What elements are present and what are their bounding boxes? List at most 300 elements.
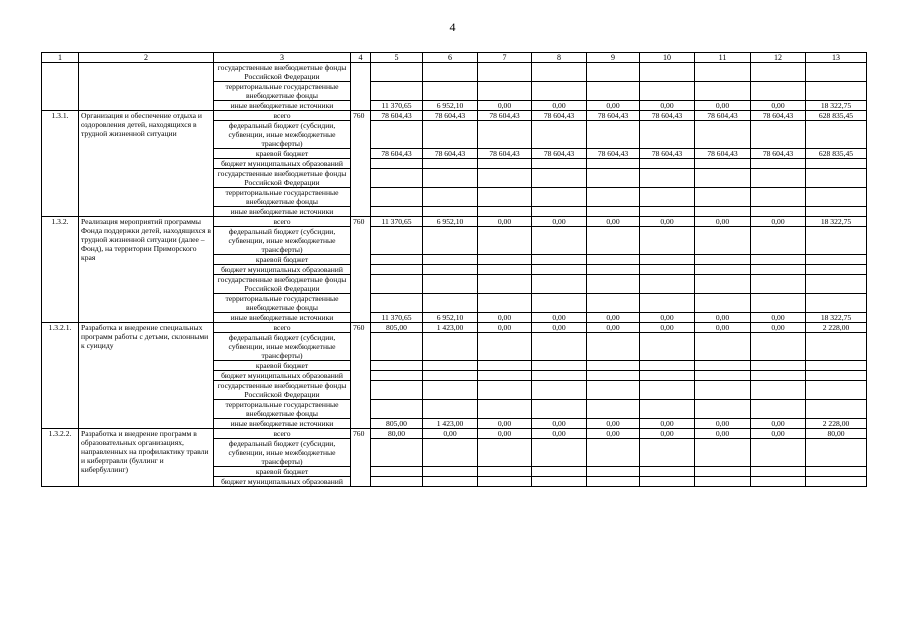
value-cell — [532, 227, 587, 255]
column-number-6: 6 — [423, 53, 478, 63]
item-code: 760 — [351, 217, 371, 323]
value-cell — [532, 121, 587, 149]
value-cell: 78 604,43 — [532, 149, 587, 159]
value-cell: 0,00 — [695, 323, 751, 333]
value-cell — [640, 169, 695, 188]
item-name: Реализация мероприятий программы Фонда поддержки детей, находящихся в трудной жизненной ситуации (далее – Фонд), на территории Приморского края — [79, 217, 214, 323]
value-cell: 78 604,43 — [532, 111, 587, 121]
item-index: 1.3.2.2. — [42, 429, 79, 487]
column-number-row — [42, 53, 867, 63]
item-code: 760 — [351, 429, 371, 487]
value-cell — [423, 82, 478, 101]
value-cell — [478, 275, 532, 294]
value-cell — [371, 467, 423, 477]
funding-source-cell: иные внебюджетные источники — [214, 313, 351, 323]
value-cell — [423, 381, 478, 400]
value-cell — [806, 159, 867, 169]
value-cell — [371, 371, 423, 381]
value-cell — [751, 294, 806, 313]
value-cell — [640, 467, 695, 477]
value-cell — [806, 275, 867, 294]
column-number-11: 11 — [695, 53, 751, 63]
value-cell — [695, 333, 751, 361]
value-cell: 628 835,45 — [806, 149, 867, 159]
value-cell — [371, 227, 423, 255]
value-cell — [423, 169, 478, 188]
value-cell — [640, 400, 695, 419]
value-cell — [751, 255, 806, 265]
column-number-12: 12 — [751, 53, 806, 63]
value-cell: 0,00 — [532, 323, 587, 333]
value-cell — [751, 169, 806, 188]
value-cell — [423, 207, 478, 217]
value-cell: 0,00 — [751, 323, 806, 333]
value-cell — [640, 82, 695, 101]
value-cell — [587, 265, 640, 275]
value-cell: 78 604,43 — [423, 111, 478, 121]
column-number-4: 4 — [351, 53, 371, 63]
value-cell: 0,00 — [640, 323, 695, 333]
value-cell — [806, 255, 867, 265]
value-cell: 0,00 — [532, 313, 587, 323]
value-cell — [532, 294, 587, 313]
value-cell: 0,00 — [532, 217, 587, 227]
value-cell: 0,00 — [751, 217, 806, 227]
value-cell — [532, 188, 587, 207]
funding-source-cell: иные внебюджетные источники — [214, 101, 351, 111]
value-cell: 0,00 — [423, 429, 478, 439]
value-cell — [423, 361, 478, 371]
value-cell — [423, 333, 478, 361]
value-cell — [478, 467, 532, 477]
value-cell — [423, 159, 478, 169]
value-cell — [371, 400, 423, 419]
value-cell — [423, 121, 478, 149]
value-cell — [532, 207, 587, 217]
value-cell: 11 370,65 — [371, 217, 423, 227]
value-cell — [371, 255, 423, 265]
table-row — [42, 111, 867, 121]
value-cell: 1 423,00 — [423, 323, 478, 333]
value-cell: 0,00 — [695, 313, 751, 323]
value-cell — [640, 255, 695, 265]
value-cell — [640, 381, 695, 400]
value-cell: 78 604,43 — [751, 149, 806, 159]
funding-source-cell: бюджет муниципальных образований — [214, 159, 351, 169]
value-cell: 0,00 — [478, 217, 532, 227]
value-cell: 0,00 — [587, 101, 640, 111]
value-cell — [587, 275, 640, 294]
value-cell — [751, 400, 806, 419]
value-cell — [640, 477, 695, 487]
value-cell — [751, 159, 806, 169]
value-cell — [806, 371, 867, 381]
column-number-7: 7 — [478, 53, 532, 63]
value-cell: 0,00 — [478, 313, 532, 323]
value-cell — [751, 333, 806, 361]
value-cell: 78 604,43 — [371, 111, 423, 121]
value-cell: 78 604,43 — [695, 111, 751, 121]
value-cell: 80,00 — [371, 429, 423, 439]
value-cell — [695, 439, 751, 467]
table-row — [42, 429, 867, 439]
value-cell: 80,00 — [806, 429, 867, 439]
value-cell — [478, 169, 532, 188]
value-cell — [371, 121, 423, 149]
value-cell — [371, 207, 423, 217]
value-cell — [423, 255, 478, 265]
value-cell — [587, 361, 640, 371]
value-cell — [695, 255, 751, 265]
value-cell — [806, 63, 867, 82]
value-cell — [371, 188, 423, 207]
value-cell: 0,00 — [532, 419, 587, 429]
value-cell: 78 604,43 — [695, 149, 751, 159]
value-cell — [478, 63, 532, 82]
value-cell: 805,00 — [371, 419, 423, 429]
funding-source-cell: федеральный бюджет (субсидии, субвенции, иные межбюджетные трансферты) — [214, 333, 351, 361]
value-cell — [695, 400, 751, 419]
value-cell — [587, 207, 640, 217]
value-cell: 0,00 — [640, 419, 695, 429]
value-cell — [587, 188, 640, 207]
value-cell — [478, 255, 532, 265]
value-cell — [806, 265, 867, 275]
funding-source-cell: краевой бюджет — [214, 467, 351, 477]
value-cell: 0,00 — [640, 101, 695, 111]
value-cell — [695, 361, 751, 371]
value-cell — [423, 188, 478, 207]
value-cell — [695, 467, 751, 477]
value-cell — [478, 207, 532, 217]
value-cell: 78 604,43 — [478, 111, 532, 121]
value-cell — [423, 477, 478, 487]
value-cell: 0,00 — [695, 419, 751, 429]
value-cell: 0,00 — [695, 217, 751, 227]
value-cell — [751, 188, 806, 207]
table-row — [42, 323, 867, 333]
value-cell — [371, 63, 423, 82]
value-cell — [587, 255, 640, 265]
value-cell: 11 370,65 — [371, 313, 423, 323]
value-cell: 0,00 — [695, 101, 751, 111]
value-cell: 0,00 — [751, 101, 806, 111]
value-cell — [478, 400, 532, 419]
value-cell — [640, 265, 695, 275]
value-cell: 78 604,43 — [423, 149, 478, 159]
item-name: Разработка и внедрение программ в образовательных организациях, направленных на профилактику травли и кибертравли (буллинг и кибербуллинг) — [79, 429, 214, 487]
value-cell — [695, 477, 751, 487]
value-cell — [695, 121, 751, 149]
value-cell: 0,00 — [751, 429, 806, 439]
value-cell — [640, 121, 695, 149]
value-cell — [423, 275, 478, 294]
value-cell — [532, 82, 587, 101]
value-cell — [532, 275, 587, 294]
value-cell — [532, 371, 587, 381]
value-cell — [806, 294, 867, 313]
value-cell — [806, 333, 867, 361]
item-code: 760 — [351, 111, 371, 217]
value-cell — [532, 333, 587, 361]
value-cell — [806, 467, 867, 477]
value-cell — [423, 294, 478, 313]
value-cell — [751, 82, 806, 101]
item-index: 1.3.2.1. — [42, 323, 79, 429]
value-cell — [532, 400, 587, 419]
funding-source-cell: краевой бюджет — [214, 255, 351, 265]
value-cell — [478, 439, 532, 467]
value-cell: 0,00 — [587, 313, 640, 323]
value-cell — [751, 121, 806, 149]
table-row — [42, 63, 867, 82]
value-cell: 0,00 — [640, 217, 695, 227]
value-cell: 78 604,43 — [587, 149, 640, 159]
value-cell — [806, 188, 867, 207]
value-cell — [587, 333, 640, 361]
value-cell — [695, 371, 751, 381]
value-cell: 0,00 — [587, 419, 640, 429]
value-cell — [532, 169, 587, 188]
index-cell — [42, 63, 79, 111]
value-cell — [806, 82, 867, 101]
value-cell: 6 952,10 — [423, 313, 478, 323]
value-cell — [806, 121, 867, 149]
value-cell — [640, 207, 695, 217]
funding-source-cell: бюджет муниципальных образований — [214, 477, 351, 487]
value-cell: 0,00 — [478, 419, 532, 429]
funding-source-cell: всего — [214, 217, 351, 227]
value-cell — [532, 467, 587, 477]
value-cell — [371, 169, 423, 188]
value-cell: 78 604,43 — [640, 111, 695, 121]
value-cell — [806, 439, 867, 467]
value-cell — [532, 159, 587, 169]
value-cell — [640, 63, 695, 82]
value-cell: 0,00 — [587, 323, 640, 333]
value-cell — [751, 275, 806, 294]
column-number-3: 3 — [214, 53, 351, 63]
value-cell: 78 604,43 — [751, 111, 806, 121]
value-cell — [587, 82, 640, 101]
value-cell — [371, 477, 423, 487]
table-body — [42, 53, 867, 487]
value-cell — [640, 361, 695, 371]
value-cell — [751, 439, 806, 467]
value-cell — [806, 477, 867, 487]
value-cell: 0,00 — [640, 313, 695, 323]
value-cell: 805,00 — [371, 323, 423, 333]
value-cell — [751, 265, 806, 275]
value-cell — [478, 188, 532, 207]
value-cell: 78 604,43 — [478, 149, 532, 159]
funding-source-cell: территориальные государственные внебюджетные фонды — [214, 82, 351, 101]
value-cell — [371, 82, 423, 101]
value-cell: 0,00 — [532, 101, 587, 111]
value-cell — [371, 361, 423, 371]
value-cell — [371, 381, 423, 400]
funding-source-cell: государственные внебюджетные фонды Российской Федерации — [214, 63, 351, 82]
value-cell — [806, 361, 867, 371]
value-cell — [640, 159, 695, 169]
value-cell — [371, 294, 423, 313]
value-cell — [751, 227, 806, 255]
value-cell: 1 423,00 — [423, 419, 478, 429]
item-index: 1.3.2. — [42, 217, 79, 323]
column-number-2: 2 — [79, 53, 214, 63]
funding-source-cell: территориальные государственные внебюджетные фонды — [214, 188, 351, 207]
funding-source-cell: федеральный бюджет (субсидии, субвенции, иные межбюджетные трансферты) — [214, 121, 351, 149]
value-cell — [751, 381, 806, 400]
funding-source-cell: территориальные государственные внебюджетные фонды — [214, 400, 351, 419]
value-cell: 0,00 — [478, 429, 532, 439]
value-cell — [478, 227, 532, 255]
value-cell — [587, 439, 640, 467]
value-cell — [695, 188, 751, 207]
value-cell — [695, 227, 751, 255]
value-cell — [478, 294, 532, 313]
value-cell: 0,00 — [587, 429, 640, 439]
value-cell: 18 322,75 — [806, 101, 867, 111]
value-cell — [423, 467, 478, 477]
value-cell — [806, 400, 867, 419]
value-cell — [423, 265, 478, 275]
value-cell — [371, 265, 423, 275]
value-cell — [587, 121, 640, 149]
value-cell — [640, 439, 695, 467]
value-cell: 628 835,45 — [806, 111, 867, 121]
value-cell — [587, 227, 640, 255]
value-cell — [751, 361, 806, 371]
funding-source-cell: государственные внебюджетные фонды Российской Федерации — [214, 381, 351, 400]
value-cell: 6 952,10 — [423, 101, 478, 111]
value-cell — [371, 333, 423, 361]
value-cell — [532, 439, 587, 467]
value-cell — [423, 439, 478, 467]
value-cell — [695, 265, 751, 275]
value-cell: 0,00 — [695, 429, 751, 439]
value-cell — [478, 477, 532, 487]
value-cell: 78 604,43 — [371, 149, 423, 159]
value-cell — [478, 121, 532, 149]
funding-source-cell: краевой бюджет — [214, 149, 351, 159]
funding-source-cell: бюджет муниципальных образований — [214, 371, 351, 381]
name-cell — [79, 63, 214, 111]
value-cell — [806, 169, 867, 188]
value-cell — [806, 207, 867, 217]
value-cell — [695, 159, 751, 169]
value-cell — [695, 207, 751, 217]
value-cell — [695, 294, 751, 313]
value-cell: 18 322,75 — [806, 217, 867, 227]
funding-source-cell: всего — [214, 323, 351, 333]
value-cell — [532, 477, 587, 487]
value-cell: 2 228,00 — [806, 419, 867, 429]
value-cell: 0,00 — [640, 429, 695, 439]
budget-table — [41, 52, 867, 487]
funding-source-cell: иные внебюджетные источники — [214, 419, 351, 429]
value-cell — [478, 381, 532, 400]
value-cell: 0,00 — [751, 313, 806, 323]
value-cell: 6 952,10 — [423, 217, 478, 227]
value-cell — [532, 255, 587, 265]
value-cell — [423, 400, 478, 419]
value-cell: 0,00 — [478, 101, 532, 111]
value-cell — [695, 381, 751, 400]
code-cell — [351, 63, 371, 111]
value-cell — [751, 467, 806, 477]
funding-source-cell: территориальные государственные внебюджетные фонды — [214, 294, 351, 313]
value-cell — [751, 477, 806, 487]
value-cell — [640, 371, 695, 381]
value-cell — [640, 188, 695, 207]
item-name: Разработка и внедрение специальных программ работы с детьми, склонными к суициду — [79, 323, 214, 429]
value-cell — [423, 63, 478, 82]
funding-source-cell: федеральный бюджет (субсидии, субвенции, иные межбюджетные трансферты) — [214, 227, 351, 255]
value-cell: 11 370,65 — [371, 101, 423, 111]
value-cell — [587, 477, 640, 487]
value-cell — [587, 400, 640, 419]
value-cell — [371, 439, 423, 467]
value-cell — [532, 265, 587, 275]
column-number-9: 9 — [587, 53, 640, 63]
value-cell — [640, 227, 695, 255]
value-cell — [806, 227, 867, 255]
value-cell — [587, 371, 640, 381]
value-cell — [478, 361, 532, 371]
value-cell — [478, 159, 532, 169]
value-cell: 0,00 — [587, 217, 640, 227]
item-name: Организация и обеспечение отдыха и оздоровления детей, находящихся в трудной жизненной ситуации — [79, 111, 214, 217]
value-cell — [478, 265, 532, 275]
value-cell — [640, 275, 695, 294]
column-number-13: 13 — [806, 53, 867, 63]
column-number-5: 5 — [371, 53, 423, 63]
column-number-8: 8 — [532, 53, 587, 63]
value-cell — [695, 169, 751, 188]
value-cell — [478, 333, 532, 361]
value-cell — [478, 82, 532, 101]
value-cell — [532, 63, 587, 82]
funding-source-cell: государственные внебюджетные фонды Российской Федерации — [214, 275, 351, 294]
funding-source-cell: краевой бюджет — [214, 361, 351, 371]
value-cell — [423, 371, 478, 381]
value-cell — [532, 361, 587, 371]
value-cell: 2 228,00 — [806, 323, 867, 333]
item-index: 1.3.1. — [42, 111, 79, 217]
funding-source-cell: всего — [214, 429, 351, 439]
value-cell: 0,00 — [532, 429, 587, 439]
funding-source-cell: федеральный бюджет (субсидии, субвенции, иные межбюджетные трансферты) — [214, 439, 351, 467]
value-cell — [587, 63, 640, 82]
value-cell: 0,00 — [478, 323, 532, 333]
value-cell — [423, 227, 478, 255]
value-cell — [478, 371, 532, 381]
funding-source-cell: государственные внебюджетные фонды Российской Федерации — [214, 169, 351, 188]
funding-source-cell: всего — [214, 111, 351, 121]
value-cell: 78 604,43 — [640, 149, 695, 159]
value-cell — [695, 275, 751, 294]
column-number-1: 1 — [42, 53, 79, 63]
value-cell — [751, 371, 806, 381]
funding-source-cell: бюджет муниципальных образований — [214, 265, 351, 275]
page-number: 4 — [449, 20, 456, 34]
value-cell — [587, 381, 640, 400]
value-cell — [371, 159, 423, 169]
table-row — [42, 217, 867, 227]
value-cell — [640, 294, 695, 313]
value-cell — [751, 63, 806, 82]
